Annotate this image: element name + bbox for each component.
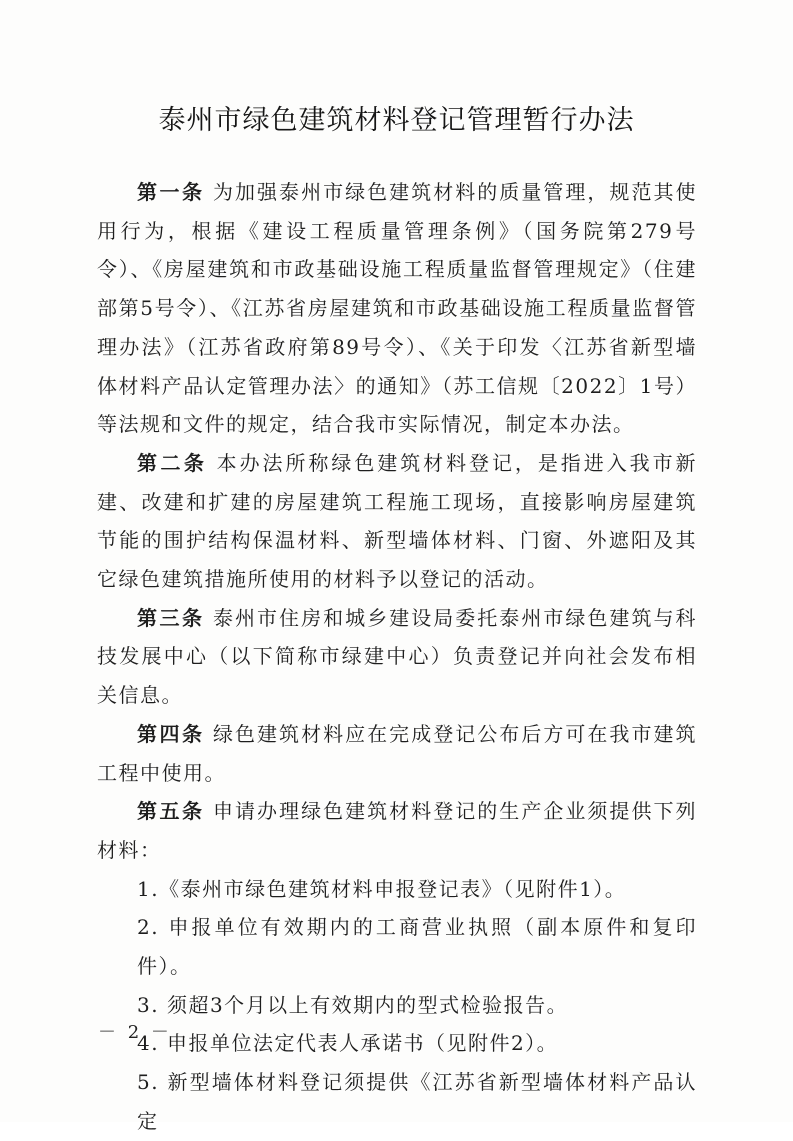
article-label: 第五条 xyxy=(137,799,205,824)
list-item: 3. 须超3个月以上有效期内的型式检验报告。 xyxy=(137,992,569,1017)
article-label: 第四条 xyxy=(137,721,205,746)
article-label: 第三条 xyxy=(137,605,205,630)
article-2 xyxy=(97,444,697,599)
article-3 xyxy=(97,599,697,715)
article-text: 申请办理绿色建筑材料登记的生产企业须提供下列材料： xyxy=(97,799,698,862)
document-title: 泰州市绿色建筑材料登记管理暂行办法 xyxy=(158,105,635,136)
article-label: 第一条 xyxy=(137,180,205,204)
list-item: 4. 申报单位法定代表人承诺书（见附件2）。 xyxy=(137,1031,559,1056)
list-item: 5. 新型墙体材料登记须提供《江苏省新型墙体材料产品认定 xyxy=(137,1070,697,1133)
page-number: － 2 － xyxy=(98,1022,172,1043)
article-1 xyxy=(97,173,697,444)
article-4 xyxy=(97,715,697,792)
document-body xyxy=(97,173,697,1141)
article-text: 本办法所称绿色建筑材料登记，是指进入我市新建、改建和扩建的房屋建筑工程施工现场，直接影响房屋建筑节能的围护结构保温材料、新型墙体材料、门窗、外遮阳及其它绿色建筑措施所使用的材料予以登记的活动。 xyxy=(97,450,698,592)
article-5 xyxy=(97,792,697,869)
article-label: 第二条 xyxy=(137,450,208,475)
list-item: 2. 申报单位有效期内的工商营业执照（副本原件和复印件）。 xyxy=(137,915,697,979)
list-item: 1.《泰州市绿色建筑材料申报登记表》（见附件1）。 xyxy=(137,876,627,901)
article-text: 泰州市住房和城乡建设局委托泰州市绿色建筑与科技发展中心（以下简称市绿建中心）负责登记并向社会发布相关信息。 xyxy=(97,605,698,708)
article-text: 绿色建筑材料应在完成登记公布后方可在我市建筑工程中使用。 xyxy=(97,721,698,785)
article-text: 为加强泰州市绿色建筑材料的质量管理，规范其使用行为，根据《建设工程质量管理条例》（国务院第279号令）、《房屋建筑和市政基础设施工程质量监督管理规定》（住建部第5号令）、《江苏省房屋建筑和市政基础设施工程质量监督管理办法》（江苏省政府第89号令）、《关于印发〈江苏省新型墙体材料产品认定管理办法〉的通知》（苏工信规〔2022〕1号）等法规和文件的规定，结合我市实际情况，制定本办法。 xyxy=(97,180,698,437)
